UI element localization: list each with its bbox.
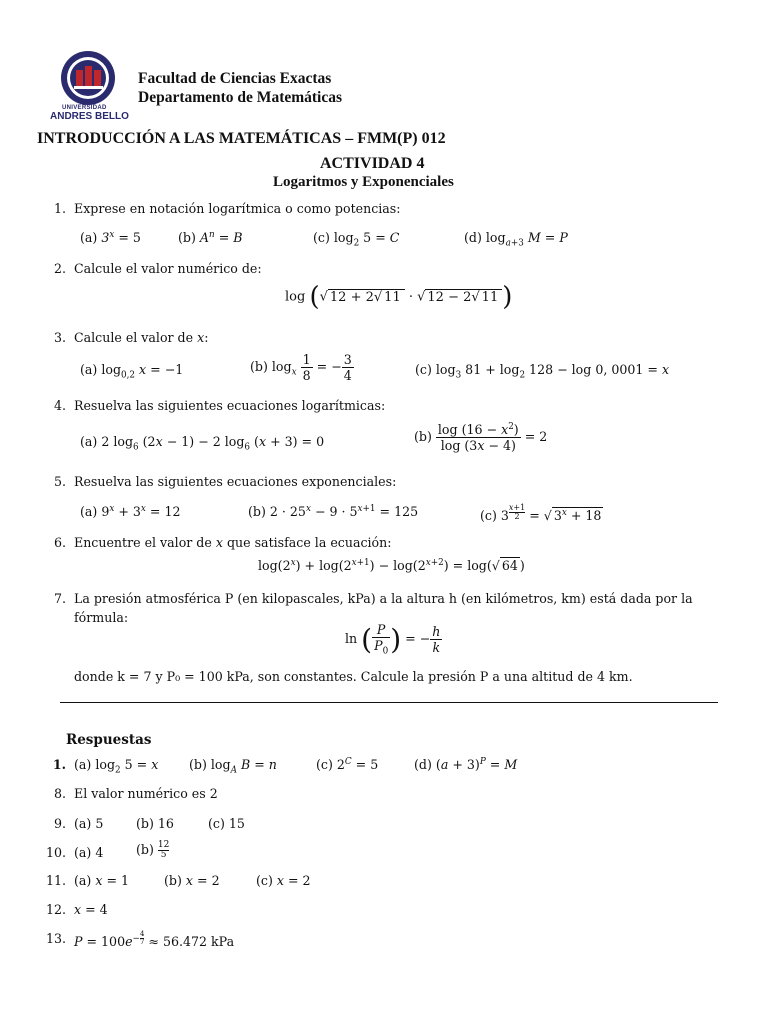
problem-text: Calcule el valor numérico de:: [74, 261, 262, 276]
university-seal-icon: [48, 48, 128, 112]
logo-text-bottom: ANDRES BELLO: [50, 111, 129, 122]
department-name: Departamento de Matemáticas: [138, 89, 343, 106]
answer-10: (a) 4 (b) $\frac{12}{5}$: [74, 840, 170, 860]
problem-3-options: (a) $\log_{0,2} x = -1$ (b) $\log_x$ $\frac{1}{8}$ = − $\frac{3}{4}$ (c) $\log_3 81 + \log_2 128 - \log 0$, 0001 = x: [80, 352, 670, 383]
answer-number: 13.: [45, 931, 66, 946]
problem-text: donde k = 7 y P₀ = 100 kPa, son constantes. Calcule la presión P a una altitud de 4 km.: [74, 669, 633, 684]
answer-number: 10.: [45, 845, 66, 860]
problem-text: Resuelva las siguientes ecuaciones logarítmicas:: [74, 398, 386, 413]
answers-heading: Respuestas: [66, 732, 152, 748]
problem-7-formula: ln ( $\frac{P}{P_0}$ ) = − $\frac{h}{k}$: [345, 622, 441, 657]
answer-number: 1.: [52, 757, 66, 772]
answer-12: x = 4: [74, 902, 108, 917]
problem-number: 1.: [53, 201, 66, 216]
course-title: INTRODUCCIÓN A LAS MATEMÁTICAS – FMM(P) 012: [37, 130, 446, 147]
problem-6-equation: $\log(2^x) + \log(2^{x+1}) - \log(2^{x+2}) = \log(√$ 64 ): [258, 558, 525, 574]
answer-8: El valor numérico es 2: [74, 786, 218, 801]
problem-number: 2.: [53, 261, 66, 276]
problem-text: Resuelva las siguientes ecuaciones exponenciales:: [74, 474, 397, 489]
answer-1: (a) $\log_2 5 = x$ (b) $\log_A B = n$ (c) $2^C = 5$ (d) $(a + 3)^P = M$: [74, 757, 518, 776]
problem-number: 4.: [53, 398, 66, 413]
problem-5-options: (a) $9^x + 3^x = 12$ (b) $2 \cdot 25^x - 9 \cdot 5^{x+1} = 125$ (c) 3 $^{\frac{x+1}{2}}$ = √ $3^x + 18$: [80, 503, 602, 524]
problem-text: La presión atmosférica P (en kilopascales, kPa) a la altura h (en kilómetros, km) está dada por la: [74, 591, 693, 606]
activity-subtitle: Logaritmos y Exponenciales: [273, 174, 454, 190]
problem-number: 5.: [53, 474, 66, 489]
problem-number: 3.: [53, 330, 66, 345]
university-logo: [48, 48, 128, 124]
problem-text: Encuentre el valor de x que satisface la ecuación:: [74, 535, 392, 550]
problem-4-options: (a) 2 $\log_6 (2x - 1) - 2$ $\log_6 (x + 3) = 0$ (b) $\frac{\log (16 - x^2)}{\log (3x - 4)}$ = 2: [80, 422, 548, 454]
logo-text-top: UNIVERSIDAD: [62, 105, 107, 111]
answer-number: 12.: [45, 902, 66, 917]
problem-number: 7.: [53, 591, 66, 606]
problem-text: fórmula:: [74, 610, 129, 625]
problem-text: Calcule el valor de x:: [74, 330, 209, 345]
problem-2-expression: log (√ 12 + 2√ 11 · √ 12 − 2√ 11 ): [285, 282, 513, 312]
answer-11: (a) x = 1 (b) x = 2 (c) x = 2: [74, 873, 311, 888]
problem-number: 6.: [53, 535, 66, 550]
answer-number: 8.: [53, 786, 66, 801]
faculty-name: Facultad de Ciencias Exactas: [138, 70, 332, 87]
answer-number: 9.: [53, 816, 66, 831]
answer-9: (a) 5 (b) 16 (c) 15: [74, 816, 245, 831]
activity-title: ACTIVIDAD 4: [320, 155, 425, 172]
answer-number: 11.: [45, 873, 66, 888]
problem-text: Exprese en notación logarítmica o como potencias:: [74, 201, 401, 216]
section-divider: [60, 702, 718, 703]
answer-13: $P = 100e^{- \frac{4}{7}}$ ≈ 56.472 kPa: [74, 930, 235, 950]
